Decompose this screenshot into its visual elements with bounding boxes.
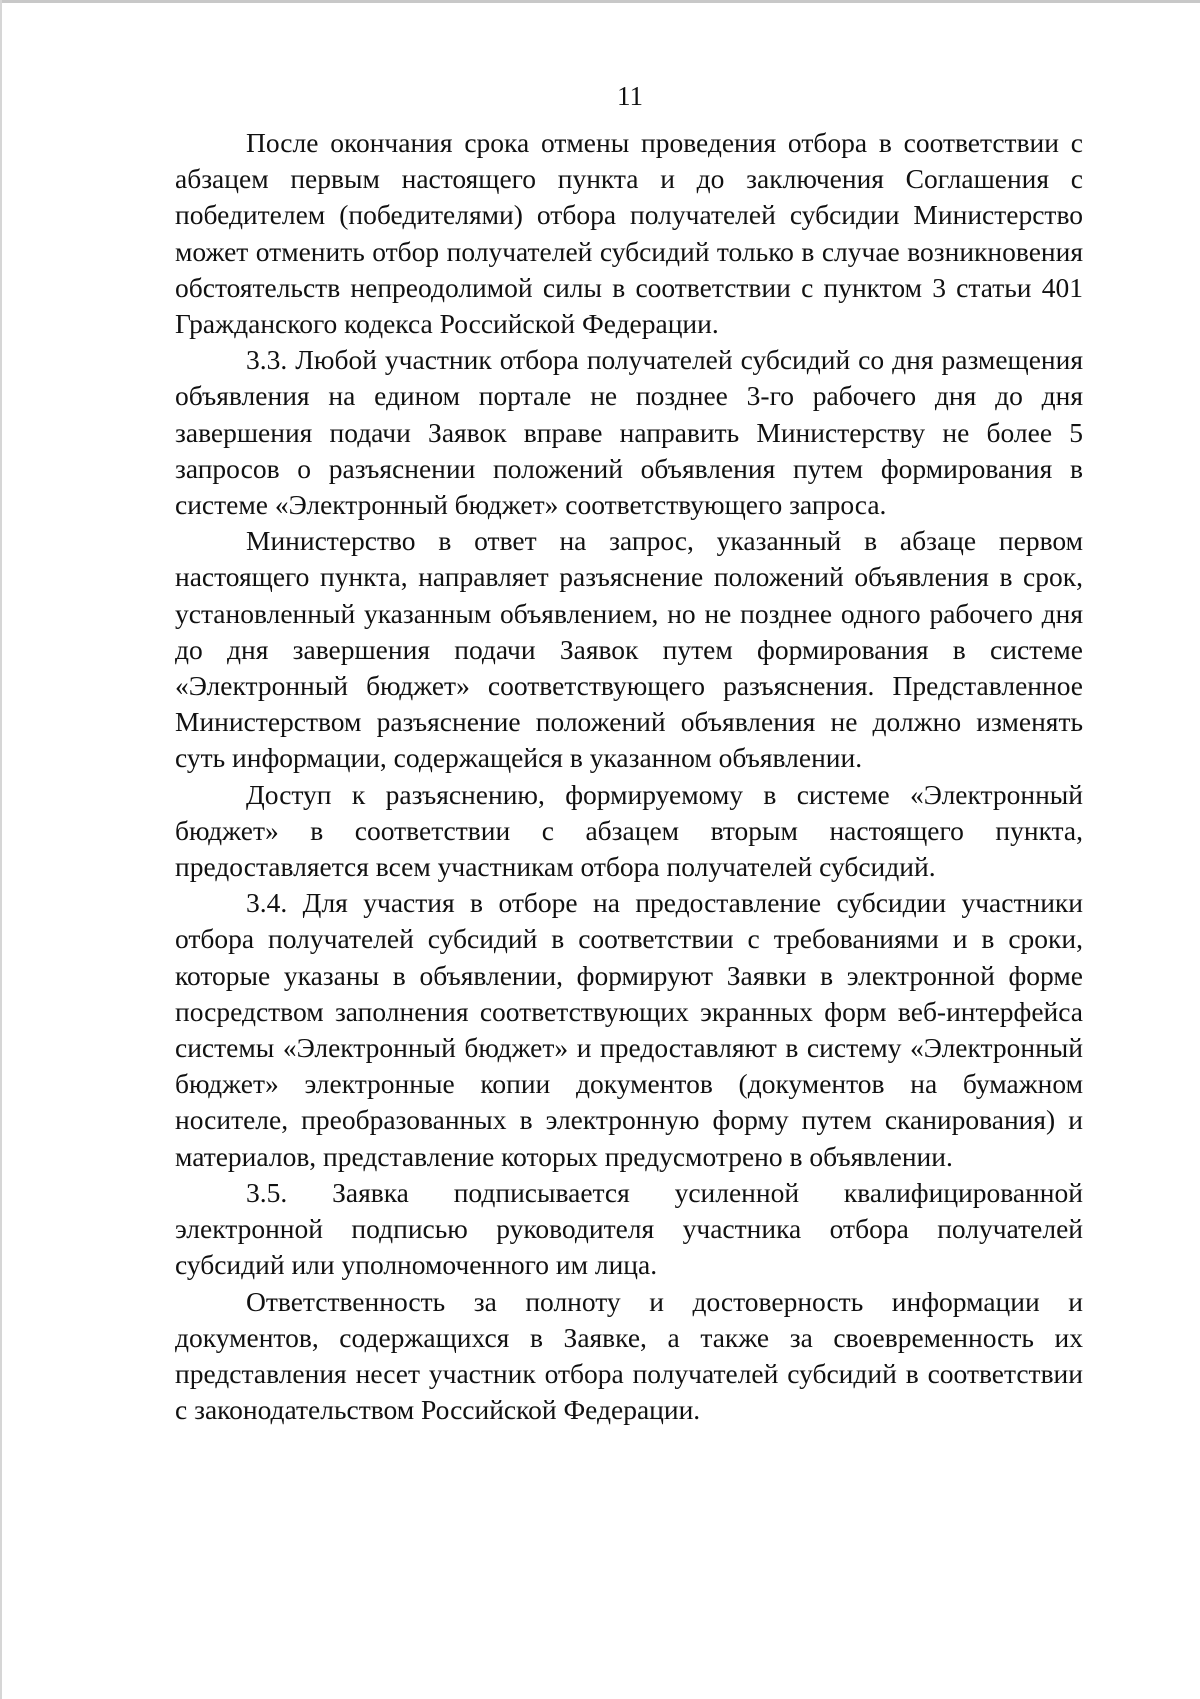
paragraph-3-5-signature: 3.5. Заявка подписывается усиленной квалифицированной электронной подписью руководителя участника отбора получателей субсидий или уполномоченного им лица. — [175, 1176, 1083, 1281]
paragraph-ministry-response: Министерство в ответ на запрос, указанный в абзаце первом настоящего пункта, направляет разъяснение положений объявления в срок, установленный указанным объявлением, но не позднее одного рабочего дня до дня завершения подачи Заявок путем формирования в системе «Электронный бюджет» соответствующего разъяснения. Представленное Министерством разъяснение положений объявления не должно изменять суть информации, содержащейся в указанном объявлении. — [175, 525, 1083, 774]
scan-edge-left — [0, 0, 2, 1699]
page-number: 11 — [617, 81, 643, 111]
paragraph-cancellation-force-majeure: После окончания срока отмены проведения отбора в соответствии с абзацем первым настоящего пункта и до заключения Соглашения с победителем (победителями) отбора получателей субсидии Министерство может отменить отбор получателей субсидий только в случае возникновения обстоятельств непреодолимой силы в соответствии с пунктом 3 статьи 401 Гражданского кодекса Российской Федерации. — [175, 127, 1083, 340]
document-body — [175, 125, 1083, 1428]
paragraph-3-4-application-submission: 3.4. Для участия в отборе на предоставление субсидии участники отбора получателей субсидий в соответствии с требованиями и в сроки, которые указаны в объявлении, формируют Заявки в электронной форме посредством заполнения соответствующих экранных форм веб-интерфейса системы «Электронный бюджет» и предоставляют в систему «Электронный бюджет» электронные копии документов (документов на бумажном носителе, преобразованных в электронную форму путем сканирования) и материалов, представление которых предусмотрено в объявлении. — [175, 887, 1083, 1172]
paragraph-3-3-clarification-requests: 3.3. Любой участник отбора получателей субсидий со дня размещения объявления на едином портале не позднее 3-го рабочего дня до дня завершения подачи Заявок вправе направить Министерству не более 5 запросов о разъяснении положений объявления путем формирования в системе «Электронный бюджет» соответствующего запроса. — [175, 344, 1083, 521]
paragraph-responsibility: Ответственность за полноту и достоверность информации и документов, содержащихся в Заявке, а также за своевременность их представления несет участник отбора получателей субсидий в соответствии с законодательством Российской Федерации. — [175, 1285, 1083, 1426]
scan-edge-top — [0, 0, 1200, 3]
paragraph-clarification-access: Доступ к разъяснению, формируемому в системе «Электронный бюджет» в соответствии с абзацем вторым настоящего пункта, предоставляется всем участникам отбора получателей субсидий. — [175, 778, 1083, 883]
